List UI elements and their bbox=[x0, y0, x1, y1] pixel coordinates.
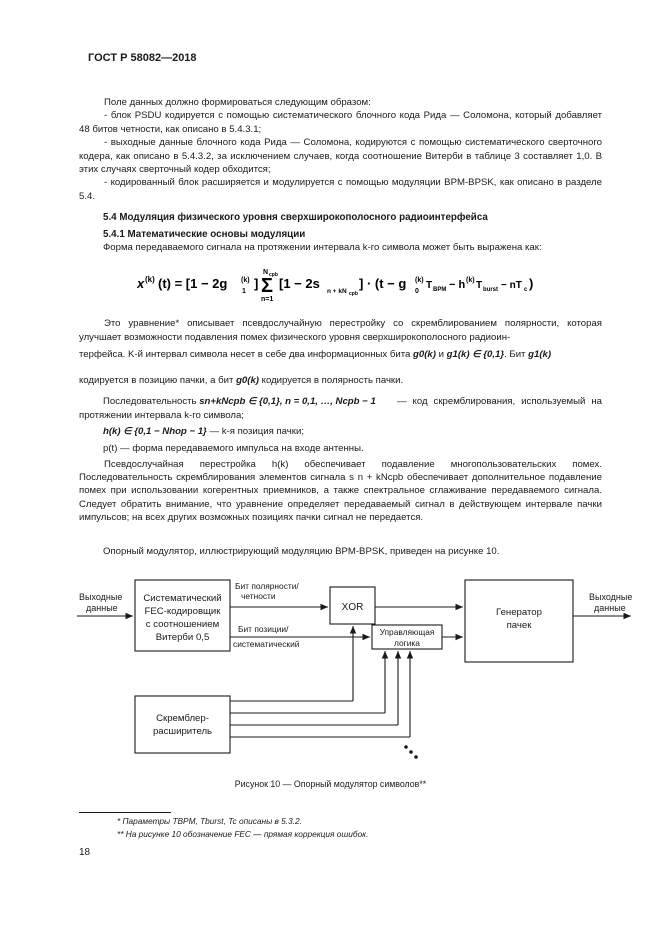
svg-text:]: ] bbox=[254, 276, 259, 291]
pulse-shape-line: p(t) — форма передаваемого импульса на входе антенны. bbox=[103, 443, 364, 454]
encoder-line-3: с соотношением bbox=[145, 619, 220, 630]
info-bits-line bbox=[79, 348, 551, 361]
input-label-1: Выходные bbox=[79, 592, 123, 602]
svg-text:Σ: Σ bbox=[261, 275, 274, 297]
output-label-1: Выходные bbox=[589, 592, 633, 602]
svg-text:N: N bbox=[263, 269, 269, 276]
svg-text:0: 0 bbox=[415, 288, 419, 295]
sequence-desc-text: — код скремблирования, используемый на протяжении интервала k-го символа; bbox=[79, 396, 602, 421]
figure-reference: Опорный модулятор, иллюстрирующий модуляцию BPM-BPSK, приведен на рисунке 10. bbox=[103, 546, 500, 557]
svg-text:(k): (k) bbox=[415, 277, 424, 284]
hopping-paragraph: Псевдослучайная перестройка h(k) обеспечивает подавление многопользовательских помех. Последовательность скремблирования элементов сигнала s n + kNcpb обеспечивает дополнительное подавление помех при использовании когерентных приемников, а также спектральное сглаживание передаваемого сигнала. Следует обратить внимание, что уравнение определяет передаваемый сигнал в действующем интервале пачки импульсов; на всех других возможных позициях пачки сигнал не передается. bbox=[79, 459, 602, 523]
g0-symbol-2: g0(k) bbox=[236, 375, 259, 386]
document-header: ГОСТ Р 58082—2018 bbox=[88, 52, 197, 64]
scrambler-line-2: расширитель bbox=[152, 726, 213, 737]
svg-text:T: T bbox=[426, 280, 433, 291]
modulator-diagram-svg bbox=[75, 570, 635, 775]
footnote-divider bbox=[79, 812, 171, 813]
g1-symbol-2: g1(k) bbox=[528, 349, 552, 360]
encoder-line-1: Систематический bbox=[143, 593, 222, 604]
svg-text:(k): (k) bbox=[241, 277, 250, 284]
svg-text:− nT: − nT bbox=[501, 280, 522, 291]
control-label-1: Управляющая bbox=[379, 627, 435, 637]
svg-text:): ) bbox=[529, 276, 534, 291]
svg-text:(t) = [1 − 2g: (t) = [1 − 2g bbox=[158, 276, 228, 291]
page-number: 18 bbox=[79, 847, 91, 858]
svg-text:[1 − 2s: [1 − 2s bbox=[279, 276, 320, 291]
svg-text:n=1: n=1 bbox=[261, 296, 274, 302]
intro-lead: Поле данных должно формироваться следующим образом: bbox=[104, 97, 371, 108]
input-label-2: данные bbox=[86, 603, 118, 613]
svg-text:burst: burst bbox=[483, 287, 498, 293]
scrambler-line-1: Скремблер- bbox=[156, 713, 209, 724]
svg-text:T: T bbox=[476, 280, 483, 291]
encoder-line-4: Витерби 0,5 bbox=[155, 632, 210, 643]
svg-text:− h: − h bbox=[449, 279, 466, 291]
hop-desc: — k-я позиция пачки; bbox=[209, 426, 305, 437]
polarity-label-2: четности bbox=[241, 591, 276, 601]
scrambler-box bbox=[135, 696, 230, 753]
sequence-label: Последовательность bbox=[103, 396, 197, 407]
polarity-label-1: Бит полярности/ bbox=[235, 581, 299, 591]
main-equation bbox=[137, 262, 537, 307]
svg-text:] · (t − g: ] · (t − g bbox=[359, 276, 407, 291]
generator-label-1: Генератор bbox=[496, 607, 542, 618]
modulator-diagram bbox=[75, 570, 635, 780]
generator-label-2: пачек bbox=[506, 620, 532, 631]
info-bits-text: терфейса. K-й интервал символа несет в себе два информационных бита bbox=[79, 349, 411, 360]
bit-coding-line bbox=[79, 374, 403, 387]
bit-coding-text-1: кодируется в позицию пачки, а бит bbox=[79, 375, 234, 386]
svg-text:cpb: cpb bbox=[269, 272, 278, 278]
footnote-1: * Параметры TBPM, Tburst, Tc описаны в 5.3.2. bbox=[117, 816, 302, 826]
equation-explanation: Это уравнение* описывает псевдослучайную перестройку со скремблированием полярности, которая улучшает возможности подавления помех физического уровня сверхширокополосного радиоин- bbox=[79, 318, 602, 343]
intro-bullet-3: - кодированный блок расширяется и модулируется с помощью модуляции BPM-BPSK, как описано в разделе 5.4. bbox=[79, 177, 602, 202]
g1-symbol: g1(k) bbox=[446, 349, 470, 360]
intro-bullet-2: - выходные данные блочного кода Рида — Соломона, кодируются с помощью систематического сверточного кодера, как описано в 5.4.3.2, за исключением случаев, когда соотношение Витерби в таблице 3 составляет 1,0. В этих случаях сверточный кодер обходится; bbox=[79, 137, 602, 175]
sequence-symbol: sn+kNcpb ∈ {0,1}, n = 0,1, …, Ncpb − 1 bbox=[199, 396, 376, 407]
svg-text:BPM: BPM bbox=[433, 287, 447, 293]
encoder-line-2: FEC-кодировщик bbox=[144, 606, 221, 617]
xor-label: XOR bbox=[341, 602, 364, 613]
set-01: ∈ {0,1} bbox=[472, 349, 505, 360]
control-label-2: логика bbox=[394, 638, 420, 648]
svg-text:(k): (k) bbox=[145, 275, 155, 284]
formula-intro: Форма передаваемого сигнала на протяжении интервала k-го символа может быть выражена как: bbox=[103, 242, 542, 253]
svg-text:cpb: cpb bbox=[349, 291, 358, 297]
conj-and: и bbox=[438, 349, 444, 360]
position-label-2: систематический bbox=[233, 639, 300, 649]
figure-caption: Рисунок 10 — Опорный модулятор символов** bbox=[234, 779, 427, 789]
hop-symbol: h(k) ∈ {0,1 − Nhop − 1} bbox=[103, 426, 207, 437]
footnote-2: ** На рисунке 10 обозначение FEC — прямая коррекция ошибок. bbox=[117, 829, 369, 839]
position-label-1: Бит позиции/ bbox=[238, 624, 289, 634]
svg-text:x: x bbox=[137, 276, 145, 291]
bit-coding-text-2: кодируется в полярность пачки. bbox=[261, 375, 404, 386]
section-title: 5.4 Модуляция физического уровня сверхширокополосного радиоинтерфейса bbox=[103, 212, 488, 223]
svg-text:(k): (k) bbox=[466, 277, 475, 284]
g0-symbol: g0(k) bbox=[413, 349, 436, 360]
main-equation-graphic bbox=[137, 262, 537, 302]
subsection-title: 5.4.1 Математические основы модуляции bbox=[103, 229, 306, 240]
svg-text:c: c bbox=[524, 287, 528, 293]
output-label-2: данные bbox=[594, 603, 626, 613]
hop-line bbox=[103, 425, 304, 438]
bit-label: . Бит bbox=[504, 349, 526, 360]
svg-text:1: 1 bbox=[242, 288, 246, 295]
intro-bullet-1: - блок PSDU кодируется с помощью систематического блочного кода Рида — Соломона, который добавляет 48 битов четности, как описано в 5.4.3.1; bbox=[79, 110, 602, 135]
svg-text:n + kN: n + kN bbox=[327, 288, 347, 295]
